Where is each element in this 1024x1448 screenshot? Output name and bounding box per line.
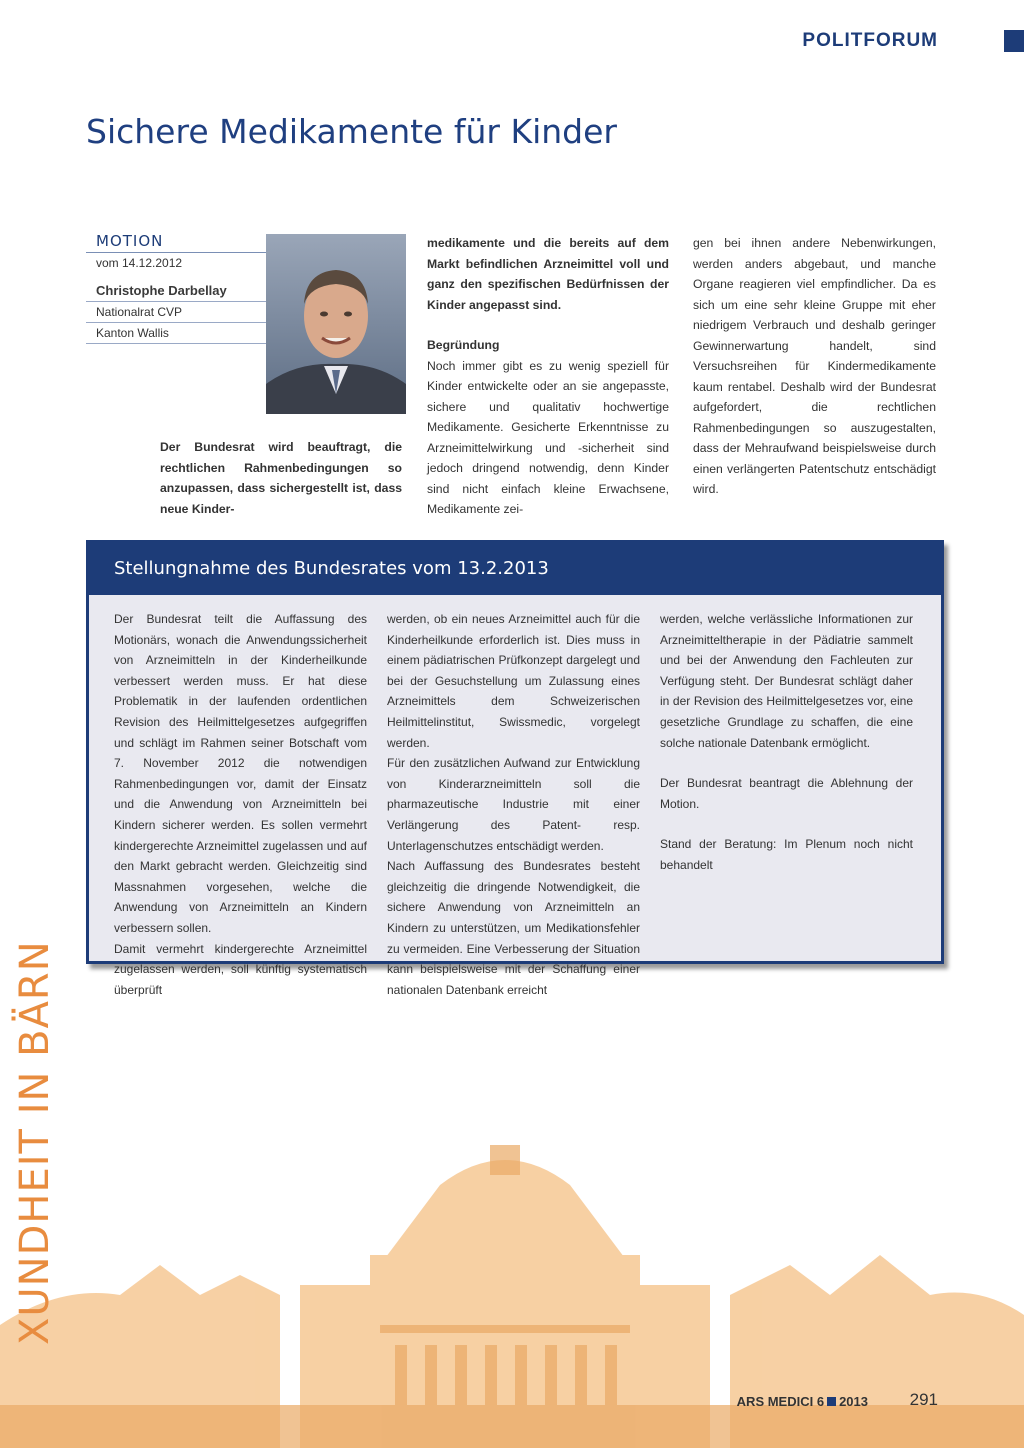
motion-date: vom 14.12.2012 xyxy=(96,256,183,270)
journal-year: 2013 xyxy=(839,1394,868,1409)
justification-text: Noch immer gibt es zu wenig speziell für Kinder entwickelte oder an sie angepasste, sichere und qualitativ hochwertige Medikamente. Gesicherte Erkenntnisse zu Arzneimittelwirkung und -sicherheit sind jedoch dringend notwendig, denn Kinder sind nicht einfach kleine Erwachsene, Medikamente zei- xyxy=(427,358,669,516)
motion-text-col1: Der Bundesrat wird beauftragt, die rechtlichen Rahmenbedingungen so anzupassen, dass sichergestellt ist, dass neue Kinder- xyxy=(160,440,402,516)
footer-square-icon xyxy=(827,1397,836,1406)
footer-journal xyxy=(737,1394,868,1409)
statement-paragraph: werden, welche verlässliche Informationen zur Arzneimitteltherapie in der Pädiatrie sammelt und bei der Anwendung den Fachleuten zur Verfügung steht. Der Bundesrat schlägt daher in der Revision des Heilmittelgesetzes vor, eine gesetzliche Grundlage zu schaffen, die eine solche nationale Datenbank ermöglicht. xyxy=(660,612,913,750)
motion-text-col2 xyxy=(427,233,669,520)
statement-panel xyxy=(86,540,944,997)
corner-square xyxy=(1004,30,1024,52)
page-number: 291 xyxy=(909,1390,938,1409)
statement-col2 xyxy=(387,609,640,1000)
statement-paragraph: Für den zusätzlichen Aufwand zur Entwicklung von Kinderarzneimitteln soll die pharmazeutische Industrie mit einer Verlängerung des Patent- resp. Unterlagenschutzes entschädigt werden. xyxy=(387,756,640,853)
motion-label: MOTION xyxy=(86,232,268,253)
statement-paragraph: Nach Auffassung des Bundesrates besteht gleichzeitig die dringende Notwendigkeit, die sichere Anwendung von Arzneimitteln an Kindern zu unterstützen, um Medikationsfehler zu vermeiden. Eine Verbesserung der Situation kann beispielsweise mit der Schaffung einer nationalen Datenbank erreicht xyxy=(387,859,640,997)
author-canton: Kanton Wallis xyxy=(86,323,268,344)
article-title: Sichere Medikamente für Kinder xyxy=(86,112,617,151)
journal-name: ARS MEDICI 6 xyxy=(736,1394,825,1409)
parliament-building-illustration xyxy=(0,1145,1024,1448)
motion-info-box xyxy=(86,232,268,344)
author-role: Nationalrat CVP xyxy=(86,302,268,323)
side-title: XUNDHEIT IN BÄRN xyxy=(12,940,58,1345)
motion-text-col3: gen bei ihnen andere Nebenwirkungen, werden anders abgebaut, und manche Organe reagieren viel empfindlicher. Da es sich um eine sehr kleine Gruppe mit eher niedrigem Verbrauch und deshalb geringer Gewinnerwartung handelt, sind Versuchsreihen für Kindermedikamente kaum rentabel. Deshalb wird der Bundesrat aufgefordert, die rechtlichen Rahmenbedingungen so auszugestalten, dass der Mehraufwand beispielsweise durch einen verlängerten Patentschutz entschädigt wird. xyxy=(693,236,936,496)
statement-paragraph: Damit vermehrt kindergerechte Arzneimittel zugelassen werden, soll künftig systematisch überprüft xyxy=(114,941,367,997)
statement-recommendation: Der Bundesrat beantragt die Ablehnung der Motion. xyxy=(660,776,913,811)
section-label: POLITFORUM xyxy=(802,30,938,51)
motion-demand-text: medikamente und die bereits auf dem Markt befindlichen Arzneimittel voll und ganz den spezifischen Bedürfnissen der Kinder angepasst sind. xyxy=(427,236,669,312)
statement-paragraph: Der Bundesrat teilt die Auffassung des Motionärs, wonach die Anwendungssicherheit von Arzneimitteln in der Kinderheilkunde verbessert werden muss. Er hat diese Problematik in der laufenden ordentlichen Revision des Heilmittelgesetzes aufgegriffen und schlägt im Rahmen seiner Botschaft vom 7. November 2012 die notwendigen Rahmenbedingungen vor, damit der Einsatz und die Anwendung von Arzneimitteln bei Kindern sicherer werden. Es sollen vermehrt kindergerechte Arzneimittel zugelassen und auf den Markt gebracht werden. Gleichzeitig sind Massnahmen vorgesehen, welche die Anwendung von Arzneimitteln an Kindern verbessern sollen. xyxy=(114,612,367,935)
statement-col3 xyxy=(660,609,913,876)
statement-col1 xyxy=(114,609,367,1000)
statement-heading: Stellungnahme des Bundesrates vom 13.2.2013 xyxy=(89,543,941,595)
statement-paragraph: werden, ob ein neues Arzneimittel auch für die Kinderheilkunde erforderlich ist. Dies muss in einem pädiatrischen Prüfkonzept dargelegt und bei der Gesuchstellung um Zulassung eines Arzneimittels dem Schweizerischen Heilmittelinstitut, Swissmedic, vorgelegt werden. xyxy=(387,612,640,750)
deliberation-status: Stand der Beratung: Im Plenum noch nicht behandelt xyxy=(660,837,913,872)
justification-heading: Begründung xyxy=(427,338,500,352)
author-name: Christophe Darbellay xyxy=(86,273,268,302)
author-portrait xyxy=(266,234,406,414)
